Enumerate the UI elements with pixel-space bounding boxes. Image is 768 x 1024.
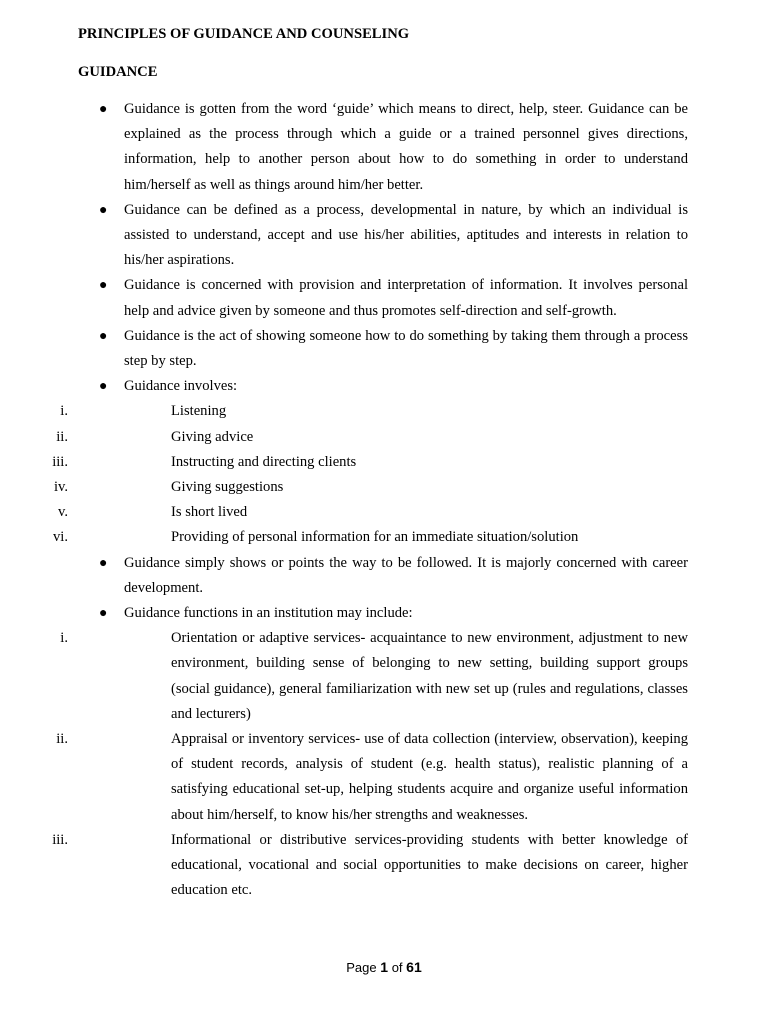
bullet-item <box>0 324 688 374</box>
bullet-text: Guidance simply shows or points the way to be followed. It is majorly concerned with career development. <box>124 554 688 596</box>
page-label: Page <box>346 960 377 975</box>
list-item-text: Listening <box>171 403 227 420</box>
numbered-list-item <box>0 450 688 475</box>
bullet-text: Guidance involves: <box>124 378 238 395</box>
bullet-item <box>0 374 688 399</box>
list-number: ii. <box>56 428 68 445</box>
list-number: v. <box>58 504 68 521</box>
numbered-list-item <box>0 727 688 828</box>
list-item-text: Giving suggestions <box>171 479 284 496</box>
bullet-item <box>0 601 688 626</box>
list-number: iv. <box>53 479 68 496</box>
page-number: 1 <box>380 959 389 975</box>
list-number: i. <box>60 630 68 647</box>
bullet-text: Guidance is concerned with provision and interpretation of information. It involves personal help and advice given by someone and thus promotes self-direction and self-growth. <box>124 277 688 319</box>
bullet-icon: ● <box>99 328 108 344</box>
list-item-text: Instructing and directing clients <box>171 453 357 470</box>
bullet-icon: ● <box>99 555 108 571</box>
list-number: ii. <box>56 731 68 748</box>
numbered-list-item <box>0 425 688 450</box>
bullet-text: Guidance can be defined as a process, developmental in nature, by which an individual is assisted to understand, accept and use his/her abilities, aptitudes and interests in relation to his/her aspirations. <box>124 201 688 269</box>
numbered-list-item <box>0 626 688 727</box>
bullet-icon: ● <box>99 379 108 395</box>
total-pages: 61 <box>406 959 422 975</box>
document-title: PRINCIPLES OF GUIDANCE AND COUNSELING <box>78 26 410 42</box>
list-number: vi. <box>53 529 68 546</box>
page-footer <box>0 959 768 975</box>
bullet-item <box>0 551 688 601</box>
bullet-icon: ● <box>99 202 108 218</box>
bullet-item <box>0 198 688 274</box>
numbered-list-item <box>0 525 688 550</box>
list-item-text: Giving advice <box>171 428 254 445</box>
bullet-text: Guidance is gotten from the word ‘guide’ which means to direct, help, steer. Guidance can be explained as the process through which a guide or a trained personnel gives directions, information, help to another person about how to do something in order to understand him/herself as well as things around him/her better. <box>124 101 688 193</box>
list-number: iii. <box>52 831 68 848</box>
numbered-list-item <box>0 475 688 500</box>
section-heading: GUIDANCE <box>78 64 158 80</box>
list-number: iii. <box>52 453 68 470</box>
bullet-item <box>0 97 688 198</box>
bullet-text: Guidance is the act of showing someone how to do something by taking them through a process step by step. <box>124 327 688 370</box>
list-item-text: Is short lived <box>171 504 248 521</box>
list-item-text: Orientation or adaptive services- acquaintance to new environment, adjustment to new environment, building sense of belonging to new setting, building support groups (social guidance), general familiarization with new set up (rules and regulations, classes and lecturers) <box>171 630 688 722</box>
bullet-icon: ● <box>99 278 108 294</box>
numbered-list-item <box>0 828 688 904</box>
list-item-text: Providing of personal information for an immediate situation/solution <box>171 529 579 546</box>
list-number: i. <box>60 403 68 420</box>
numbered-list-item <box>0 399 688 424</box>
numbered-list-item <box>0 500 688 525</box>
bullet-icon: ● <box>99 606 108 622</box>
document-body <box>0 97 768 904</box>
list-item-text: Appraisal or inventory services- use of data collection (interview, observation), keeping of student records, analysis of student (e.g. health status), realistic planning of a satisfying educational set-up, helping students acquire and organize useful information about him/herself, to know his/her strengths and weaknesses. <box>171 731 688 823</box>
list-item-text: Informational or distributive services-providing students with better knowledge of educational, vocational and social opportunities to make decisions on career, higher education etc. <box>171 831 688 899</box>
of-label: of <box>391 960 403 975</box>
bullet-item <box>0 273 688 323</box>
bullet-icon: ● <box>99 102 108 117</box>
bullet-text: Guidance functions in an institution may include: <box>124 605 413 622</box>
